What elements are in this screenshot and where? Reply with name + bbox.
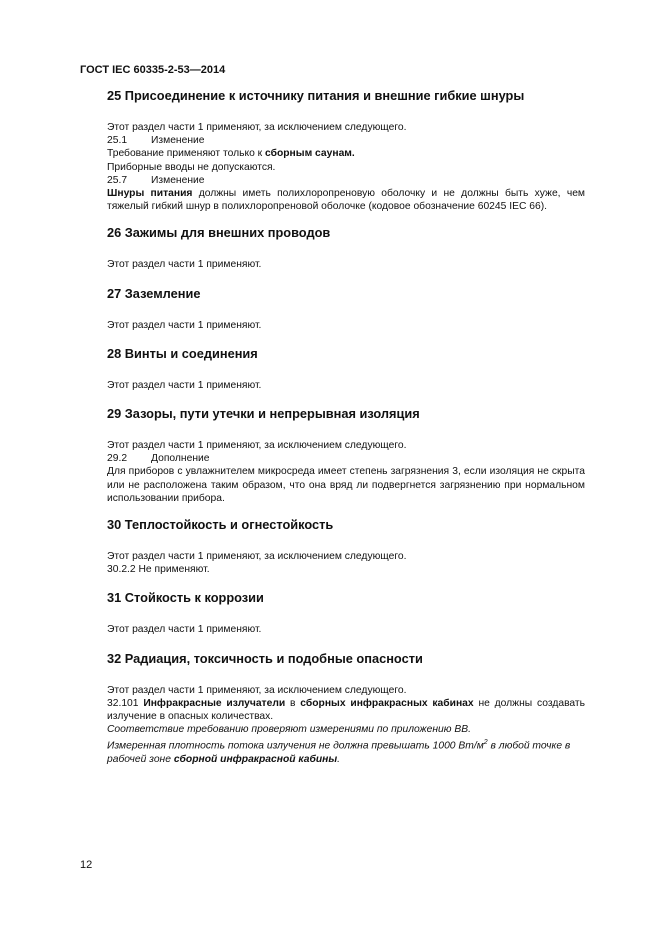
document-body bbox=[80, 88, 585, 766]
section-25 bbox=[80, 88, 585, 213]
section-31-text: Этот раздел части 1 применяют. bbox=[107, 624, 262, 636]
section-25-title: 25 Присоединение к источнику питания и внешние гибкие шнуры bbox=[107, 88, 525, 103]
section-27-title: 27 Заземление bbox=[107, 285, 201, 301]
clause-number: 25.1 bbox=[107, 135, 128, 147]
section-29-intro: Этот раздел части 1 применяют, за исключением следующего. bbox=[107, 440, 407, 452]
clause-label: Дополнение bbox=[151, 453, 210, 465]
paragraph bbox=[80, 147, 585, 160]
paragraph bbox=[80, 187, 585, 213]
clause-29-2 bbox=[80, 452, 585, 465]
text-run: Требование применяют только к bbox=[107, 148, 266, 160]
document-header: ГОСТ IEC 60335-2-53—2014 bbox=[80, 64, 226, 76]
term-bold: сборных инфракрасных кабинах bbox=[300, 697, 474, 709]
clause-label: Изменение bbox=[151, 174, 205, 186]
text-run: в любой точке в рабочей зоне bbox=[107, 740, 571, 766]
section-30-intro: Этот раздел части 1 применяют, за исключением следующего. bbox=[107, 551, 407, 563]
section-26-text: Этот раздел части 1 применяют. bbox=[107, 259, 262, 271]
clause-32-101 bbox=[80, 697, 585, 723]
section-27 bbox=[80, 286, 585, 332]
section-27-text: Этот раздел части 1 применяют. bbox=[107, 319, 262, 331]
text-run: не должны создавать излучение в опасных количествах. bbox=[107, 697, 586, 723]
superscript: 2 bbox=[483, 739, 488, 747]
section-32 bbox=[80, 651, 585, 767]
section-29-title: 29 Зазоры, пути утечки и непрерывная изоляция bbox=[107, 406, 420, 422]
paragraph: Приборные вводы не допускаются. bbox=[107, 161, 276, 173]
section-26-title: 26 Зажимы для внешних проводов bbox=[107, 225, 331, 241]
section-25-intro: Этот раздел части 1 применяют, за исключением следующего. bbox=[107, 122, 407, 133]
clause-25-7 bbox=[80, 174, 585, 187]
section-30 bbox=[80, 517, 585, 576]
compliance-note bbox=[80, 736, 585, 766]
section-32-title: 32 Радиация, токсичность и подобные опасности bbox=[107, 650, 423, 666]
clause-number: 25.7 bbox=[107, 174, 128, 186]
paragraph: Для приборов с увлажнителем микросреда имеет степень загрязнения 3, если изоляция не скрыта или не расположена таким образом, что она вряд ли подвергнется загрязнению при нормальном использовании прибора. bbox=[107, 466, 585, 504]
term-bold: Инфракрасные излучатели bbox=[143, 697, 286, 709]
section-29 bbox=[80, 406, 585, 505]
term-bold: сборной инфракрасной кабины bbox=[173, 754, 338, 766]
clause-label: Изменение bbox=[151, 135, 205, 147]
text-run: в bbox=[285, 697, 301, 709]
section-30-title: 30 Теплостойкость и огнестойкость bbox=[107, 517, 334, 533]
section-31 bbox=[80, 590, 585, 636]
compliance-note: Соответствие требованию проверяют измерениями по приложению ВВ. bbox=[107, 724, 471, 736]
clause-number: 29.2 bbox=[107, 453, 128, 465]
text-run: Измеренная плотность потока излучения не должна превышать 1000 Вт/м bbox=[107, 740, 484, 752]
section-28-text: Этот раздел части 1 применяют. bbox=[107, 379, 262, 391]
section-32-intro: Этот раздел части 1 применяют, за исключением следующего. bbox=[107, 684, 407, 696]
clause-25-1 bbox=[80, 134, 585, 147]
page-number: 12 bbox=[80, 859, 93, 871]
term-bold: Шнуры питания bbox=[107, 188, 193, 200]
section-28 bbox=[80, 346, 585, 392]
text-run: должны иметь полихлоропреновую оболочку и не должны быть хуже, чем тяжелый гибкий шнур в полихлоропреновой оболочке (кодовое обозначение 60245 IEC 66). bbox=[107, 188, 586, 213]
clause-30-2-2: 30.2.2 Не применяют. bbox=[107, 564, 210, 576]
section-26 bbox=[80, 225, 585, 271]
clause-number: 32.101 bbox=[107, 697, 144, 709]
term-bold: сборным саунам. bbox=[265, 148, 355, 160]
text-run: . bbox=[337, 754, 341, 766]
section-28-title: 28 Винты и соединения bbox=[107, 345, 258, 361]
section-31-title: 31 Стойкость к коррозии bbox=[107, 590, 264, 606]
